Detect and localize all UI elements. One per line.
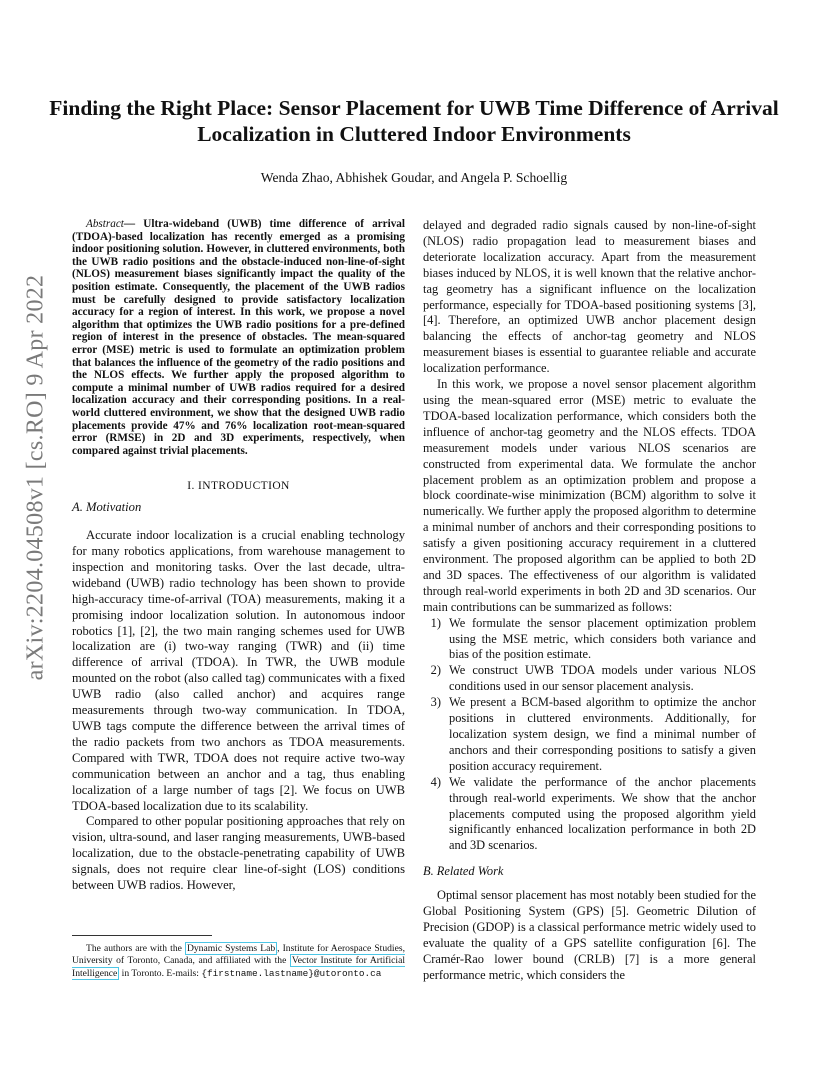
- subsection-heading-related-work: B. Related Work: [423, 864, 504, 879]
- arxiv-id[interactable]: arXiv:2204.04508v1 [cs.RO] 9 Apr 2022: [22, 274, 49, 680]
- right-column: [423, 218, 756, 984]
- item-text: We present a BCM-based algorithm to optimize the anchor positions in cluttered environments. Additionally, for localization system design, we find a minimal number of anchors and their corresponding positions to satisfy a given position accuracy requirement.: [449, 695, 756, 773]
- abstract-text: — Ultra-wideband (UWB) time difference of arrival (TDOA)-based localization has recently emerged as a promising indoor positioning solution. However, in cluttered environments, both the UWB radio positions and the obstacle-induced non-line-of-sight (NLOS) measurement biases significantly impact the quality of the position estimate. Consequently, the placement of the UWB radios must be carefully designed to provide satisfactory localization accuracy for a region of interest. In this work, we propose a novel algorithm that optimizes the UWB radio positions for a pre-defined region of interest in the presence of obstacles. The mean-squared error (MSE) metric is used to formulate an optimization problem that balances the influence of the geometry of the radio positions and the NLOS effects. We further apply the proposed algorithm to compute a minimal number of UWB radios required for a desired localization accuracy and their corresponding positions. In a real-world cluttered environment, we show that the designed UWB radio placements provide 47% and 76% localization root-mean-squared error (RMSE) in 2D and 3D experiments, respectively, when compared against trivial placements.: [72, 218, 405, 457]
- footnote-divider: [72, 935, 212, 936]
- author-list: Wenda Zhao, Abhishek Goudar, and Angela P. Schoellig: [260, 170, 568, 185]
- footnote-text: , Institute for Aerospace Studies, University of Toronto, Canada, and affiliated with the: [72, 943, 405, 967]
- item-text: We construct UWB TDOA models under various NLOS conditions used in our sensor placement analysis.: [449, 663, 756, 694]
- paragraph: Accurate indoor localization is a crucial enabling technology for many robotics applications, from warehouse management to inspection and monitoring tasks. Over the last decade, ultra-wideband (UWB) radio technology has been shown to provide high-accuracy time-of-arrival (TOA) measurements, making it a promising indoor localization solution. In autonomous indoor robotics [1], [2], the two main ranging schemes used for UWB localization are (i) two-way ranging (TWR) and (ii) time difference of arrival (TDOA). In TWR, the UWB module mounted on the robot (also called tag) communicates with a fixed UWB radio (also called anchor) and acquires range measurements through two-way communication. In TDOA, UWB tags compute the difference between the arrival times of the radio packets from two anchors as TDOA measurements. Compared with TWR, TDOA does not require active two-way communication between an anchor and a tag, thus enabling localization of a large number of tags [2]. We focus on UWB TDOA-based localization due to its scalability.: [72, 528, 405, 813]
- contribution-item: [423, 663, 756, 695]
- arxiv-stamp: [15, 274, 57, 680]
- item-text: We validate the performance of the anchor placements through real-world experiments. We show that the anchor placements computed using the proposed algorithm yield significantly enhanced localization performance in both 2D and 3D scenarios.: [449, 774, 756, 853]
- subsection-heading-motivation: A. Motivation: [72, 500, 142, 515]
- footnote-text: in Toronto. E-mails:: [119, 967, 202, 979]
- item-number: 1): [430, 615, 441, 630]
- contribution-item: [423, 616, 756, 664]
- contribution-item: [423, 775, 756, 855]
- item-number: 3): [430, 695, 441, 710]
- paragraph: Compared to other popular positioning approaches that rely on vision, ultra-sound, and laser ranging measurements, UWB-based localization, due to the obstacle-penetrating capability of UWB signals, does not require clear line-of-sight (LOS) conditions between UWB radios. However,: [72, 814, 405, 893]
- item-text: We formulate the sensor placement optimization problem using the MSE metric, which considers both variance and bias of the position estimate.: [449, 615, 756, 662]
- dynamic-systems-lab-link[interactable]: Dynamic Systems Lab: [186, 943, 276, 954]
- paragraph: delayed and degraded radio signals caused by non-line-of-sight (NLOS) radio propagation lead to measurement biases and deteriorate localization accuracy. Apart from the measurement biases induced by NLOS, it is well known that the relative anchor-tag geometry has a significant influence on the localization performance, especially for TDOA-based positioning systems [3], [4]. Therefore, an optimized UWB anchor placement design balancing the effects of anchor-tag geometry and NLOS measurement biases is essential to guarantee reliable and accurate localization performance.: [423, 218, 756, 376]
- contribution-list: [423, 616, 756, 855]
- item-number: 4): [430, 774, 441, 789]
- contribution-item: [423, 695, 756, 775]
- section-heading-introduction: I. INTRODUCTION: [187, 480, 290, 493]
- paragraph: Optimal sensor placement has most notably been studied for the Global Positioning System (GPS) [5]. Geometric Dilution of Precision (GDOP) is a classical performance metric widely used to evaluate the quality of a GPS satellite configuration [6]. The Cramér-Rao lower bound (CRLB) [7] is a more general performance metric, which considers the: [423, 888, 756, 982]
- left-column: [72, 218, 405, 894]
- item-number: 2): [430, 663, 441, 678]
- paper-title: Finding the Right Place: Sensor Placement for UWB Time Difference of Arrival Localization in Cluttered Indoor Environments: [49, 96, 779, 146]
- abstract-lead: Abstract: [86, 218, 124, 230]
- email-address: {firstname.lastname}@utoronto.ca: [201, 967, 382, 979]
- paragraph: In this work, we propose a novel sensor placement algorithm using the mean-squared error (MSE) metric to evaluate the TDOA-based localization performance, which considers both the influence of anchor-tag geometry and the NLOS effects. TDOA measurement models under various NLOS scenarios are constructed from experimental data. We formulate the anchor placement problem as an optimization problem and propose a block coordinate-wise minimization (BCM) algorithm to solve it numerically. We further apply the proposed algorithm to determine a minimal number of anchors and their corresponding positions to satisfy a given positioning accuracy requirement in a cluttered environment. The proposed algorithm can be applied to both 2D and 3D spaces. The effectiveness of our algorithm is validated through real-world experiments in both 2D and 3D scenarios. Our main contributions can be summarized as follows:: [423, 377, 756, 614]
- vector-institute-link[interactable]: Vector Institute for Artificial Intelligence: [72, 955, 405, 979]
- footnote: [72, 943, 405, 980]
- abstract: [72, 218, 405, 457]
- footnote-text: The authors are with the: [86, 943, 185, 954]
